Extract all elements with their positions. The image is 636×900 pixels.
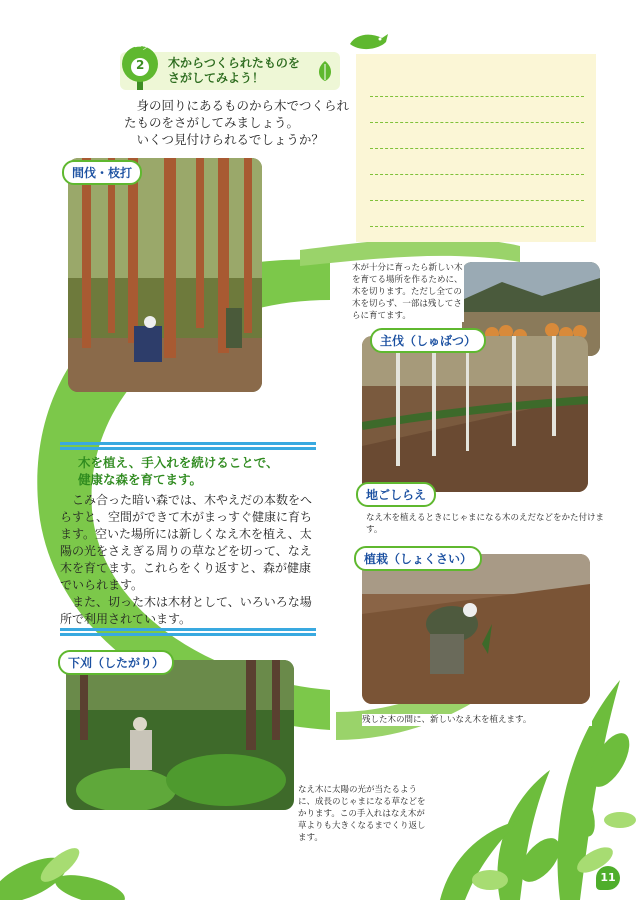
heading-rule-top-2 [60, 447, 316, 450]
caption-shitagari: なえ木に太陽の光が当たるように、成長のじゃまになる草などをかります。この手入れはなえ木が草よりも大きくなるまでくり返します。 [298, 785, 426, 843]
photo-thinning-image [68, 158, 262, 392]
answer-line [370, 226, 584, 227]
work-badge-label: ワーク [126, 42, 150, 51]
bird-icon [346, 30, 390, 54]
caption-shubatsu: 木が十分に育ったら新しい木を育てる場所を作るために、木を切ります。ただし全ての木を切らず、一部は残してさらに育てます。 [352, 263, 463, 321]
answer-box [356, 54, 596, 242]
leaf-icon [316, 60, 334, 82]
body-rule-bottom-2 [60, 633, 316, 636]
answer-line [370, 96, 584, 97]
heading-rule-top [60, 442, 316, 445]
answer-line [370, 200, 584, 201]
photo-land-preparation-image [362, 336, 588, 492]
answer-line [370, 148, 584, 149]
caption-jigoshirae: なえ木を植えるときにじゃまになる木のえだなどをかた付けます。 [366, 512, 616, 536]
work-intro: 身の回りにあるものから木でつくられたものをさがしてみましょう。 いくつ見付けられるでしょうか？ [124, 98, 350, 147]
label-shubatsu: 主伐（しゅばつ） [370, 328, 486, 353]
photo-land-preparation [362, 336, 588, 492]
section-heading: 木を植え、手入れを続けることで、 健康な森を育てます。 [78, 455, 279, 487]
leaf-corner-decoration [0, 820, 150, 900]
photo-planting-image [362, 554, 590, 704]
photo-weeding [66, 660, 294, 810]
label-jigoshirae: 地ごしらえ [356, 482, 436, 507]
label-shokusai: 植栽（しょくさい） [354, 546, 482, 571]
answer-line [370, 174, 584, 175]
photo-weeding-image [66, 660, 294, 810]
work-title: 木からつくられたものを さがしてみよう！ [168, 56, 300, 85]
work-badge-number: 2 [136, 58, 145, 72]
photo-planting [362, 554, 590, 704]
body-text: こみ合った暗い森では、木やえだの本数をへらすと、空間ができて木がまっすぐ健康に育ちます。空いた場所には新しくなえ木を植え、太陽の光をさえぎる周りの草などを切って、なえ木を育てます。これらをくり返すと、森が健康でいられます。 また、切った木は木材として、いろいろな場所で利用されています。 [60, 493, 313, 626]
answer-line [370, 122, 584, 123]
body-rule-bottom [60, 628, 316, 631]
caption-shokusai: 残した木の間に、新しいなえ木を植えます。 [362, 714, 592, 726]
label-kanbatsu: 間伐・枝打 [62, 160, 142, 185]
label-shitagari: 下刈（したがり） [58, 650, 174, 675]
page-number: 11 [596, 866, 620, 890]
photo-thinning [68, 158, 262, 392]
